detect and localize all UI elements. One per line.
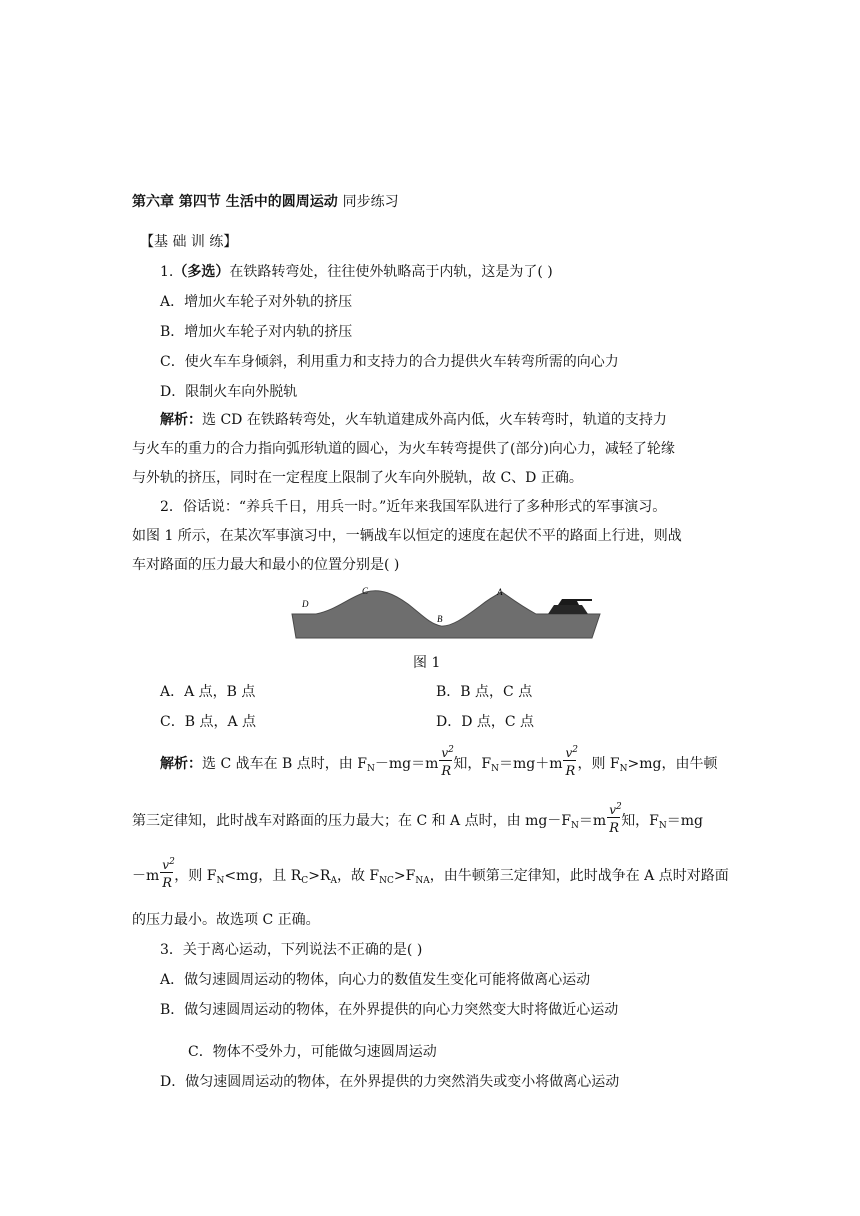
txt: 选 C 战车在 B 点时，由 F — [202, 756, 367, 772]
frac-bar — [160, 872, 173, 873]
sub: C — [301, 876, 309, 886]
txt: 知，F — [453, 756, 492, 772]
chapter-title: 第六章 第四节 生活中的圆周运动 — [132, 194, 338, 210]
q3-option-c: C．物体不受外力，可能做匀速圆周运动 — [188, 1044, 437, 1060]
frac-bar — [563, 760, 576, 761]
frac-sup: 2 — [169, 857, 175, 867]
q2-analysis-line-4: 的压力最小。故选项 C 正确。 — [132, 912, 320, 928]
frac-den: R — [162, 876, 173, 891]
q1-tag: （多选） — [173, 264, 230, 280]
q1-analysis-line-3: 与外轨的挤压，同时在一定程度上限制了火车向外脱轨，故 C、D 正确。 — [132, 470, 583, 486]
point-b-label: B — [437, 614, 443, 624]
tank-icon — [548, 599, 592, 614]
fraction-v2-over-r — [607, 802, 622, 836]
q2-analysis-line-3 — [132, 857, 729, 891]
point-a-label: A — [497, 587, 503, 597]
txt: >R — [308, 868, 331, 884]
sub: A — [330, 876, 337, 886]
q3-option-d: D．做匀速圆周运动的物体，在外界提供的力突然消失或变小将做离心运动 — [160, 1074, 620, 1090]
frac-bar — [439, 760, 452, 761]
figure-caption: 图 1 — [413, 655, 441, 671]
q1-option-c: C．使火车车身倾斜，利用重力和支持力的合力提供火车转弯所需的向心力 — [160, 354, 619, 370]
terrain-figure — [286, 580, 606, 646]
q2-analysis-line-2 — [132, 802, 704, 836]
frac-den: R — [609, 821, 619, 836]
q2-stem-line-3: 车对路面的压力最大和最小的位置分别是( ) — [132, 557, 400, 573]
sub: N — [571, 821, 579, 831]
q2-option-b: B．B 点，C 点 — [436, 684, 533, 700]
q2-option-c: C．B 点，A 点 — [160, 714, 257, 730]
txt: －m — [132, 868, 160, 884]
q2-option-a: A．A 点，B 点 — [160, 684, 256, 700]
txt: ＝mg — [666, 813, 704, 829]
q1-analysis-line-2: 与火车的重力的合力指向弧形轨道的圆心，为火车转弯提供了(部分)向心力，减轻了轮缘 — [132, 441, 675, 457]
txt: ，则 F — [174, 868, 217, 884]
txt: >F — [393, 868, 416, 884]
q2-option-d: D．D 点，C 点 — [436, 714, 535, 730]
sub: NC — [379, 876, 394, 886]
sub: N — [216, 876, 225, 886]
q1-option-d: D．限制火车向外脱轨 — [160, 384, 298, 400]
q1-option-a: A．增加火车轮子对外轨的挤压 — [160, 294, 353, 310]
point-d-label: D — [302, 599, 309, 609]
frac-sup: 2 — [572, 745, 578, 755]
q1-analysis-text-1: 选 CD 在铁路转弯处，火车轨道建成外高内低，火车转弯时，轨道的支持力 — [202, 412, 667, 428]
q2-stem-line-1: 2．俗话说：“养兵千日，用兵一时。”近年来我国军队进行了多种形式的军事演习。 — [160, 499, 667, 515]
section-heading: 【基 础 训 练】 — [140, 234, 238, 250]
page-title — [132, 192, 399, 212]
terrain-ground — [292, 591, 600, 638]
txt: ＝mg＋m — [498, 756, 563, 772]
q3-stem: 3．关于离心运动，下列说法不正确的是( ) — [160, 942, 423, 958]
sub: NA — [415, 876, 430, 886]
frac-sup: 2 — [448, 745, 454, 755]
frac-den: R — [565, 764, 576, 779]
frac-v: v — [441, 746, 449, 760]
q1-stem-text: 在铁路转弯处，往往使外轨略高于内轨，这是为了( ) — [229, 264, 553, 280]
title-suffix: 同步练习 — [342, 194, 399, 210]
sub: N — [366, 764, 375, 774]
sub: N — [491, 764, 499, 774]
txt: ，由牛顿第三定律知，此时战争在 A 点时对路面 — [429, 868, 729, 884]
txt: ，故 F — [336, 868, 380, 884]
sub: N — [619, 764, 628, 774]
frac-bar — [607, 817, 620, 818]
fraction-v2-over-r — [439, 745, 454, 779]
fraction-v2-over-r — [160, 857, 175, 891]
frac-den: R — [441, 764, 452, 779]
frac-v: v — [609, 803, 616, 817]
fraction-v2-over-r — [563, 745, 578, 779]
txt: >mg，由牛顿 — [627, 756, 718, 772]
txt: ，则 F — [577, 756, 620, 772]
q1-analysis-label: 解析： — [160, 412, 202, 428]
q1-option-b: B．增加火车轮子对内轨的挤压 — [160, 324, 353, 340]
q3-option-b: B．做匀速圆周运动的物体，在外界提供的向心力突然变大时将做近心运动 — [160, 1002, 619, 1018]
txt: ＝m — [578, 813, 607, 829]
frac-v: v — [162, 858, 170, 872]
q2-analysis-line-1 — [160, 745, 718, 779]
q1-stem — [160, 262, 553, 282]
q1-number: 1. — [160, 264, 174, 280]
txt: 第三定律知，此时战车对路面的压力最大；在 C 和 A 点时，由 mg－F — [132, 813, 572, 829]
txt: <mg，且 R — [224, 868, 302, 884]
q2-stem-line-2: 如图 1 所示，在某次军事演习中，一辆战车以恒定的速度在起伏不平的路面上行进，则战 — [132, 528, 682, 544]
q1-analysis-line-1 — [160, 410, 667, 430]
txt: －mg＝m — [374, 756, 439, 772]
sub: N — [658, 821, 667, 831]
frac-v: v — [565, 746, 573, 760]
q2-analysis-label: 解析： — [160, 756, 202, 772]
point-c-label: C — [362, 586, 369, 596]
frac-sup: 2 — [615, 802, 622, 812]
txt: 知，F — [621, 813, 659, 829]
q3-option-a: A．做匀速圆周运动的物体，向心力的数值发生变化可能将做离心运动 — [160, 972, 591, 988]
